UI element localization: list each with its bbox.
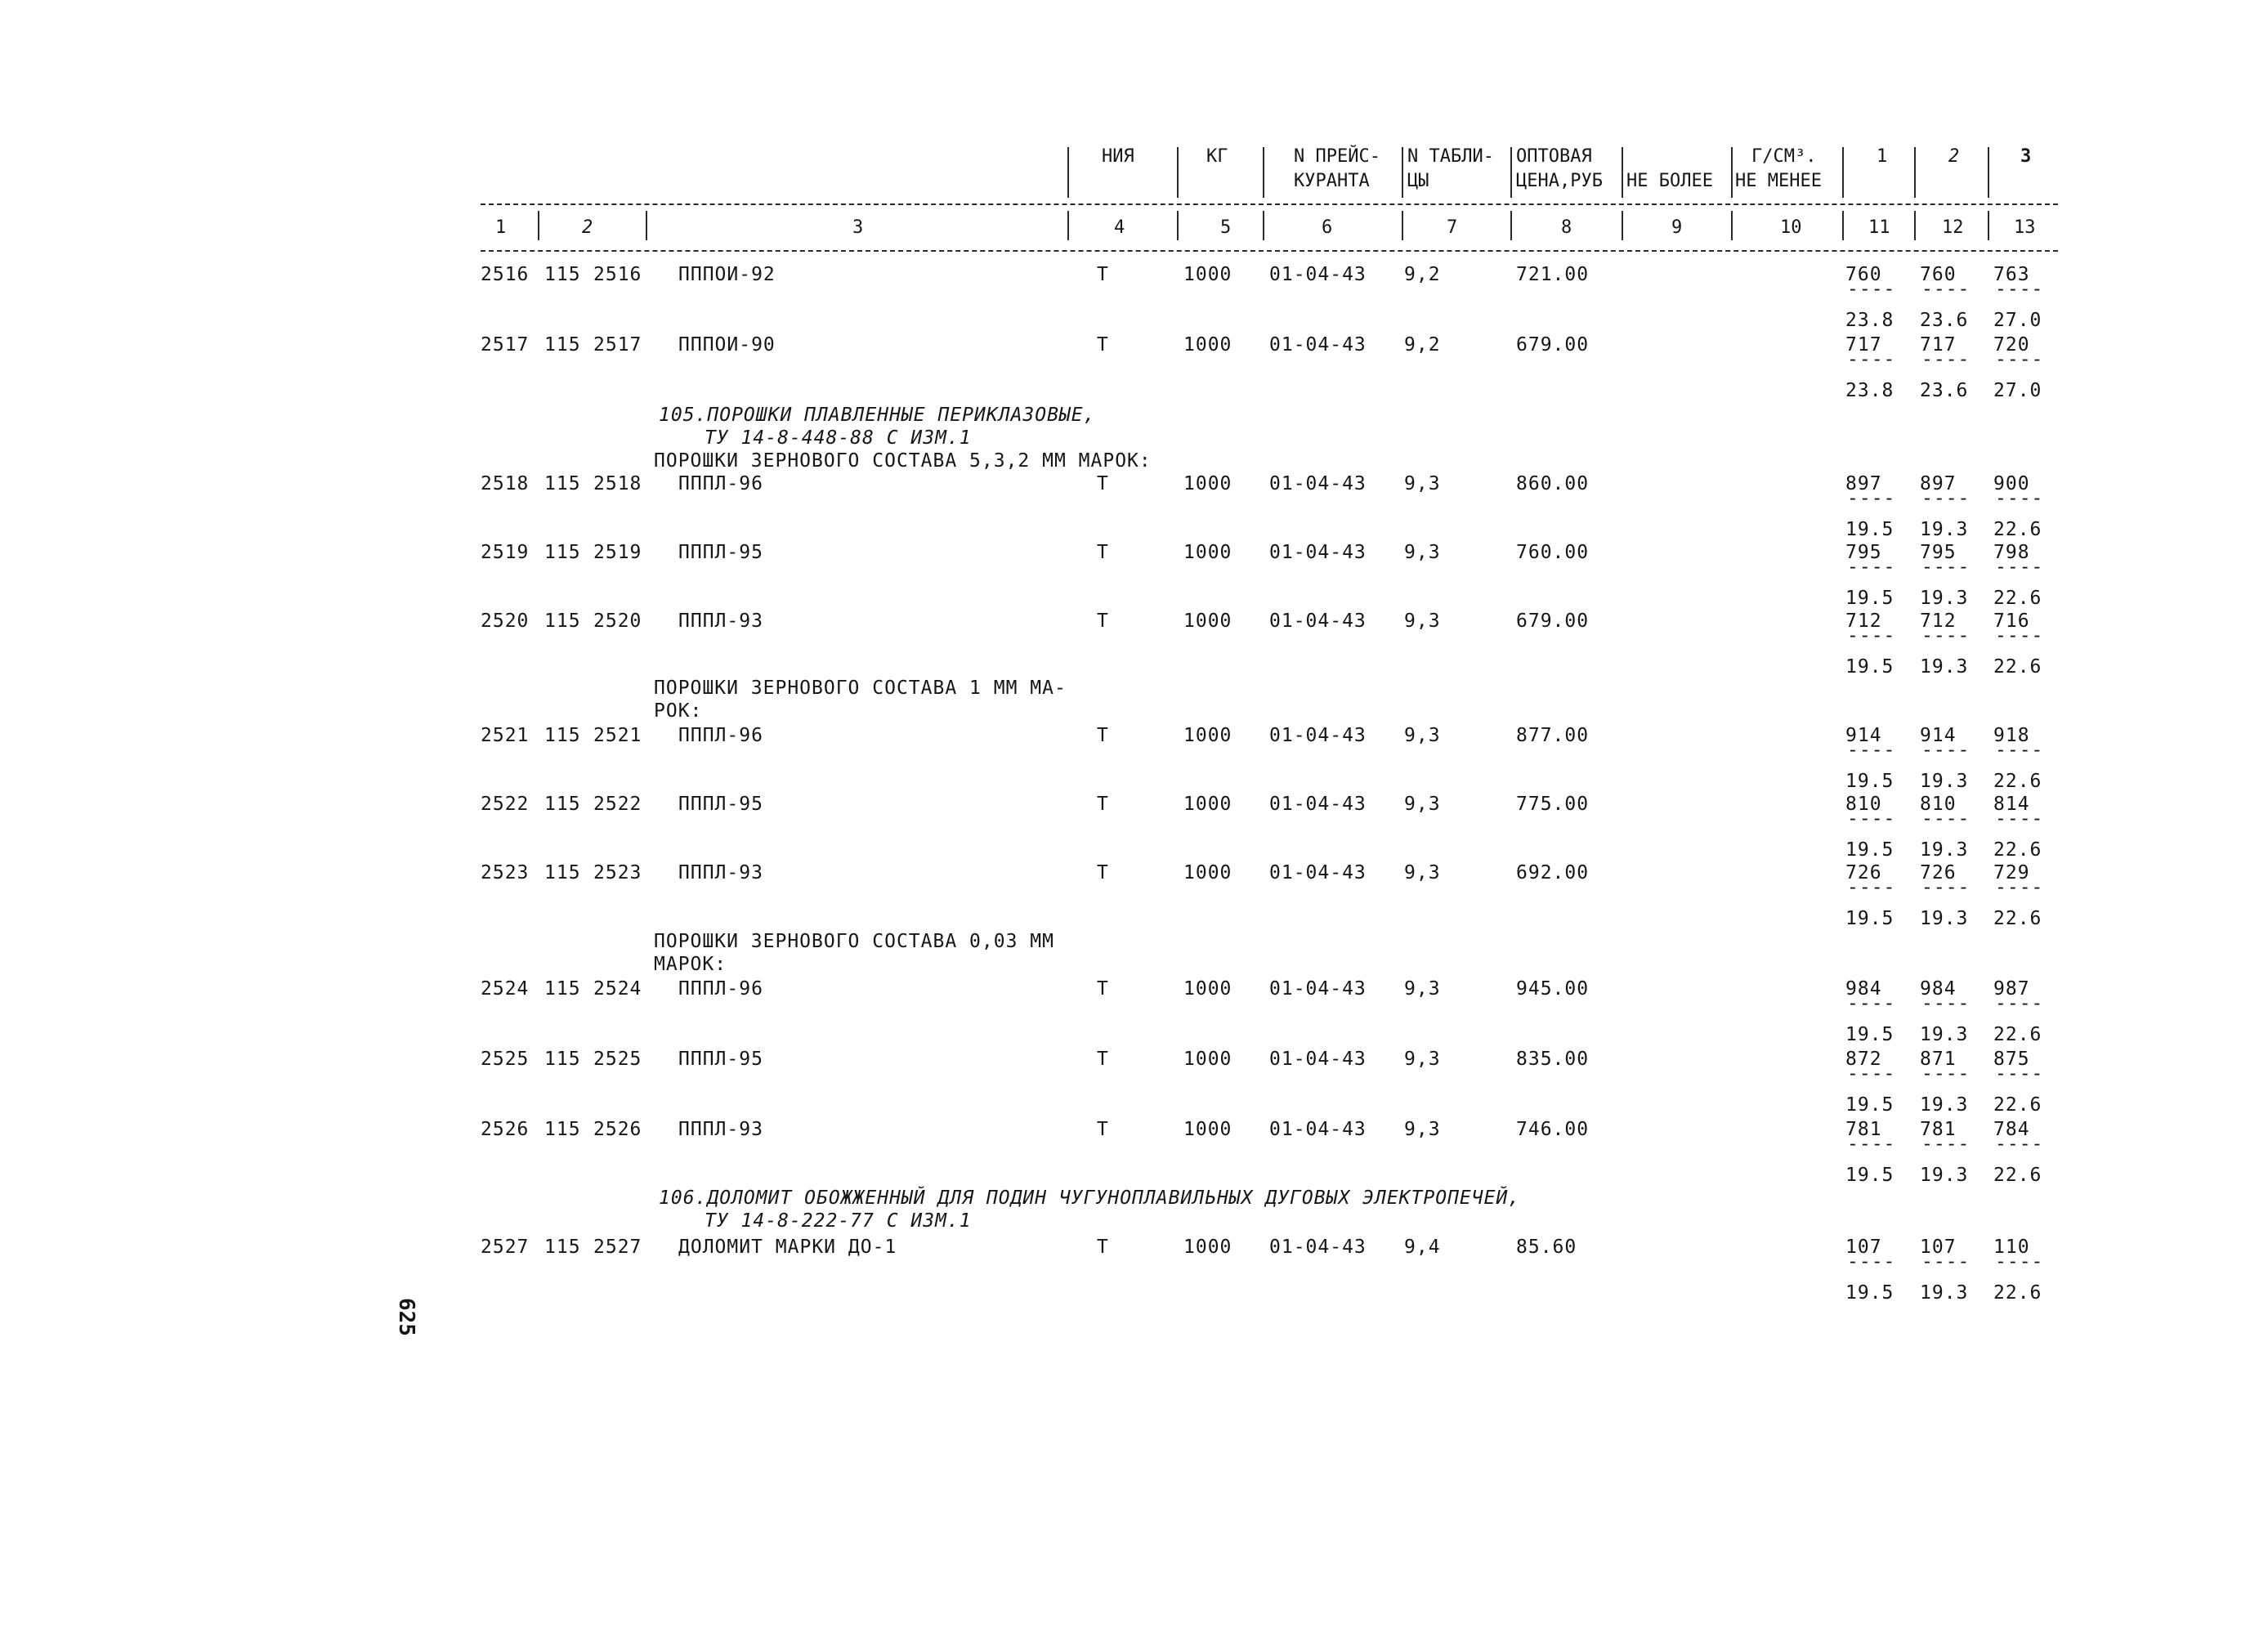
row-code1: 2518: [481, 473, 530, 494]
row-value-11: 795: [1845, 542, 1882, 563]
colnum-2: 2: [582, 217, 593, 238]
row-price-list: 01-04-43: [1269, 611, 1367, 632]
row-code2: 115: [544, 862, 581, 883]
row-code2: 115: [544, 542, 581, 563]
colnum-10: 10: [1780, 217, 1802, 238]
header-col8-r1: ОПТОВАЯ: [1516, 146, 1592, 167]
header-divider: [1914, 147, 1916, 198]
row-density-12: 19.3: [1920, 1165, 1969, 1186]
row-density-11: 19.5: [1845, 1165, 1894, 1186]
fraction-bar: ----: [1995, 877, 2044, 898]
section-106-title: 106.ДОЛОМИТ ОБОЖЖЕННЫЙ ДЛЯ ПОДИН ЧУГУНОПЛАВИЛЬНЫХ ДУГОВЫХ ЭЛЕКТРОПЕЧЕЙ,: [659, 1187, 1521, 1209]
row-value-12: 984: [1920, 978, 1957, 1000]
header-col6-r2: КУРАНТА: [1294, 171, 1370, 191]
row-name: ПППЛ-95: [678, 1049, 763, 1070]
fraction-bar: ----: [1847, 808, 1896, 830]
row-name: ПППОИ-92: [678, 264, 776, 285]
row-value-12: 795: [1920, 542, 1957, 563]
row-value-13: 110: [1993, 1237, 2030, 1258]
row-code2: 115: [544, 334, 581, 356]
row-value-11: 781: [1845, 1119, 1882, 1140]
row-kg: 1000: [1183, 1237, 1232, 1258]
header-divider: [1177, 147, 1179, 198]
row-value-12: 712: [1920, 611, 1957, 632]
header-col10-r1: Г/СМ³.: [1751, 146, 1817, 167]
row-code1: 2523: [481, 862, 530, 883]
row-density-12: 19.3: [1920, 588, 1969, 609]
row-table-ref: 9,2: [1404, 334, 1441, 356]
row-density-13: 22.6: [1993, 839, 2042, 861]
colnum-13: 13: [2014, 217, 2036, 238]
row-value-12: 781: [1920, 1119, 1957, 1140]
row-value-13: 763: [1993, 264, 2030, 285]
row-density-13: 22.6: [1993, 1165, 2042, 1186]
row-price: 775.00: [1516, 794, 1590, 815]
row-kg: 1000: [1183, 542, 1232, 563]
row-name: ПППЛ-96: [678, 978, 763, 1000]
row-density-12: 19.3: [1920, 1282, 1969, 1304]
fraction-bar: ----: [1995, 740, 2044, 761]
fraction-bar: ----: [1995, 625, 2044, 646]
fraction-bar: ----: [1921, 993, 1971, 1014]
subsection-heading: МАРОК:: [654, 954, 727, 975]
row-density-13: 22.6: [1993, 519, 2042, 540]
row-unit: Т: [1097, 1119, 1109, 1140]
header-divider: [1988, 211, 1989, 240]
row-density-12: 23.6: [1920, 310, 1969, 331]
row-table-ref: 9,3: [1404, 978, 1441, 1000]
row-code2: 115: [544, 1237, 581, 1258]
row-table-ref: 9,3: [1404, 1119, 1441, 1140]
row-code1: 2516: [481, 264, 530, 285]
row-name: ПППЛ-95: [678, 794, 763, 815]
subsection-heading: ПОРОШКИ ЗЕРНОВОГО СОСТАВА 5,3,2 ММ МАРОК:: [654, 450, 1152, 472]
fraction-bar: ----: [1995, 488, 2044, 509]
row-price-list: 01-04-43: [1269, 1237, 1367, 1258]
fraction-bar: ----: [1847, 557, 1896, 578]
fraction-bar: ----: [1995, 808, 2044, 830]
row-table-ref: 9,4: [1404, 1237, 1441, 1258]
row-unit: Т: [1097, 334, 1109, 356]
row-density-12: 19.3: [1920, 519, 1969, 540]
row-density-11: 19.5: [1845, 1282, 1894, 1304]
row-value-12: 717: [1920, 334, 1957, 356]
row-code3: 2527: [593, 1237, 642, 1258]
row-unit: Т: [1097, 978, 1109, 1000]
row-code2: 115: [544, 611, 581, 632]
row-table-ref: 9,3: [1404, 862, 1441, 883]
header-col5-r1: КГ: [1206, 146, 1228, 167]
header-col9-r2: НЕ БОЛЕЕ: [1626, 171, 1713, 191]
row-price-list: 01-04-43: [1269, 862, 1367, 883]
row-name: ПППЛ-93: [678, 862, 763, 883]
row-density-11: 19.5: [1845, 771, 1894, 792]
fraction-bar: ----: [1995, 279, 2044, 300]
fraction-bar: ----: [1995, 349, 2044, 370]
header-divider: [646, 211, 647, 240]
header-col6-r1: N ПРЕЙС-: [1294, 146, 1380, 167]
colnum-7: 7: [1447, 217, 1458, 238]
row-name: ПППЛ-93: [678, 1119, 763, 1140]
row-value-11: 897: [1845, 473, 1882, 494]
row-price: 679.00: [1516, 611, 1590, 632]
fraction-bar: ----: [1847, 1063, 1896, 1085]
row-value-12: 726: [1920, 862, 1957, 883]
row-value-12: 107: [1920, 1237, 1957, 1258]
row-code3: 2518: [593, 473, 642, 494]
row-density-12: 19.3: [1920, 1024, 1969, 1045]
row-code3: 2525: [593, 1049, 642, 1070]
row-density-13: 22.6: [1993, 588, 2042, 609]
row-code3: 2520: [593, 611, 642, 632]
row-code1: 2525: [481, 1049, 530, 1070]
fraction-bar: ----: [1921, 625, 1971, 646]
row-value-11: 810: [1845, 794, 1882, 815]
row-price-list: 01-04-43: [1269, 978, 1367, 1000]
row-price-list: 01-04-43: [1269, 1049, 1367, 1070]
header-col10-r2: НЕ МЕНЕЕ: [1735, 171, 1822, 191]
row-value-12: 914: [1920, 725, 1957, 746]
row-value-11: 872: [1845, 1049, 1882, 1070]
row-price-list: 01-04-43: [1269, 542, 1367, 563]
header-divider: [1510, 147, 1512, 198]
row-kg: 1000: [1183, 1049, 1232, 1070]
row-code3: 2522: [593, 794, 642, 815]
subsection-heading: ПОРОШКИ ЗЕРНОВОГО СОСТАВА 0,03 ММ: [654, 931, 1054, 952]
header-divider: [1177, 211, 1179, 240]
fraction-bar: ----: [1921, 1251, 1971, 1272]
row-code2: 115: [544, 1119, 581, 1140]
fraction-bar: ----: [1847, 279, 1896, 300]
header-col8-r2: ЦЕНА,РУБ: [1516, 171, 1603, 191]
row-price-list: 01-04-43: [1269, 264, 1367, 285]
row-value-13: 729: [1993, 862, 2030, 883]
row-name: ПППОИ-90: [678, 334, 776, 356]
row-table-ref: 9,2: [1404, 264, 1441, 285]
header-divider: [1067, 147, 1069, 198]
row-code2: 115: [544, 978, 581, 1000]
row-price: 835.00: [1516, 1049, 1590, 1070]
row-code1: 2522: [481, 794, 530, 815]
header-divider: [1402, 147, 1403, 198]
header-col7-r2: ЦЫ: [1407, 171, 1429, 191]
row-kg: 1000: [1183, 611, 1232, 632]
row-density-11: 23.8: [1845, 380, 1894, 401]
fraction-bar: ----: [1921, 877, 1971, 898]
row-density-12: 19.3: [1920, 656, 1969, 678]
row-code3: 2521: [593, 725, 642, 746]
header-divider: [1914, 211, 1916, 240]
fraction-bar: ----: [1921, 740, 1971, 761]
row-unit: Т: [1097, 794, 1109, 815]
colnum-3: 3: [852, 217, 864, 238]
row-name: ПППЛ-96: [678, 725, 763, 746]
row-value-11: 107: [1845, 1237, 1882, 1258]
row-unit: Т: [1097, 473, 1109, 494]
row-value-11: 717: [1845, 334, 1882, 356]
row-unit: Т: [1097, 1237, 1109, 1258]
fraction-bar: ----: [1847, 993, 1896, 1014]
row-price: 85.60: [1516, 1237, 1577, 1258]
row-kg: 1000: [1183, 1119, 1232, 1140]
row-kg: 1000: [1183, 264, 1232, 285]
row-value-13: 814: [1993, 794, 2030, 815]
row-value-11: 726: [1845, 862, 1882, 883]
row-density-13: 22.6: [1993, 656, 2042, 678]
row-price: 877.00: [1516, 725, 1590, 746]
row-code1: 2524: [481, 978, 530, 1000]
row-code1: 2521: [481, 725, 530, 746]
row-density-11: 19.5: [1845, 588, 1894, 609]
row-value-13: 720: [1993, 334, 2030, 356]
row-table-ref: 9,3: [1404, 473, 1441, 494]
row-kg: 1000: [1183, 334, 1232, 356]
row-price: 679.00: [1516, 334, 1590, 356]
fraction-bar: ----: [1921, 279, 1971, 300]
row-table-ref: 9,3: [1404, 1049, 1441, 1070]
row-price: 746.00: [1516, 1119, 1590, 1140]
row-code2: 115: [544, 725, 581, 746]
header-col12-r1: 2: [1948, 146, 1960, 167]
row-unit: Т: [1097, 611, 1109, 632]
row-value-13: 716: [1993, 611, 2030, 632]
fraction-bar: ----: [1995, 1251, 2044, 1272]
row-unit: Т: [1097, 725, 1109, 746]
row-code1: 2520: [481, 611, 530, 632]
row-kg: 1000: [1183, 862, 1232, 883]
row-code3: 2524: [593, 978, 642, 1000]
row-density-12: 19.3: [1920, 839, 1969, 861]
section-105-tu: ТУ 14-8-448-88 С ИЗМ.1: [705, 427, 972, 449]
row-value-13: 798: [1993, 542, 2030, 563]
row-price-list: 01-04-43: [1269, 1119, 1367, 1140]
row-density-11: 19.5: [1845, 839, 1894, 861]
header-divider: [1731, 211, 1733, 240]
page-number: 625: [394, 1298, 418, 1336]
header-col4-r1: НИЯ: [1102, 146, 1134, 167]
row-value-13: 918: [1993, 725, 2030, 746]
row-value-13: 900: [1993, 473, 2030, 494]
row-table-ref: 9,3: [1404, 794, 1441, 815]
row-code2: 115: [544, 1049, 581, 1070]
row-name: ДОЛОМИТ МАРКИ ДО-1: [678, 1237, 897, 1258]
row-code3: 2523: [593, 862, 642, 883]
row-code3: 2519: [593, 542, 642, 563]
row-table-ref: 9,3: [1404, 725, 1441, 746]
row-price: 692.00: [1516, 862, 1590, 883]
header-col7-r1: N ТАБЛИ-: [1407, 146, 1494, 167]
fraction-bar: ----: [1847, 877, 1896, 898]
row-density-11: 23.8: [1845, 310, 1894, 331]
row-code2: 115: [544, 473, 581, 494]
row-density-11: 19.5: [1845, 656, 1894, 678]
row-density-12: 19.3: [1920, 1094, 1969, 1116]
row-code3: 2516: [593, 264, 642, 285]
row-value-13: 875: [1993, 1049, 2030, 1070]
header-divider: [1510, 211, 1512, 240]
row-unit: Т: [1097, 542, 1109, 563]
row-value-11: 914: [1845, 725, 1882, 746]
header-col13-r1: 3: [2020, 146, 2032, 167]
row-density-11: 19.5: [1845, 908, 1894, 929]
row-code1: 2517: [481, 334, 530, 356]
row-value-11: 712: [1845, 611, 1882, 632]
header-divider: [1402, 211, 1403, 240]
fraction-bar: ----: [1847, 1134, 1896, 1155]
row-value-13: 987: [1993, 978, 2030, 1000]
colnum-4: 4: [1114, 217, 1125, 238]
row-density-13: 22.6: [1993, 908, 2042, 929]
header-divider: [1842, 211, 1844, 240]
row-name: ПППЛ-93: [678, 611, 763, 632]
fraction-bar: ----: [1847, 488, 1896, 509]
row-density-12: 23.6: [1920, 380, 1969, 401]
fraction-bar: ----: [1995, 557, 2044, 578]
row-price-list: 01-04-43: [1269, 725, 1367, 746]
row-value-11: 760: [1845, 264, 1882, 285]
row-kg: 1000: [1183, 794, 1232, 815]
colnum-9: 9: [1671, 217, 1683, 238]
row-price: 721.00: [1516, 264, 1590, 285]
row-unit: Т: [1097, 862, 1109, 883]
row-value-11: 984: [1845, 978, 1882, 1000]
fraction-bar: ----: [1921, 557, 1971, 578]
row-value-13: 784: [1993, 1119, 2030, 1140]
row-density-12: 19.3: [1920, 771, 1969, 792]
header-divider: [1988, 147, 1989, 198]
row-density-13: 27.0: [1993, 380, 2042, 401]
header-rule: [481, 204, 2058, 205]
row-value-12: 897: [1920, 473, 1957, 494]
row-density-11: 19.5: [1845, 1024, 1894, 1045]
section-105-title: 105.ПОРОШКИ ПЛАВЛЕННЫЕ ПЕРИКЛАЗОВЫЕ,: [659, 405, 1096, 426]
row-price-list: 01-04-43: [1269, 473, 1367, 494]
row-kg: 1000: [1183, 725, 1232, 746]
row-code1: 2526: [481, 1119, 530, 1140]
fraction-bar: ----: [1995, 1134, 2044, 1155]
row-name: ПППЛ-95: [678, 542, 763, 563]
row-code3: 2517: [593, 334, 642, 356]
colnum-12: 12: [1942, 217, 1964, 238]
header-divider: [1067, 211, 1069, 240]
fraction-bar: ----: [1921, 1063, 1971, 1085]
row-code1: 2527: [481, 1237, 530, 1258]
colnum-11: 11: [1868, 217, 1890, 238]
fraction-bar: ----: [1847, 1251, 1896, 1272]
row-unit: Т: [1097, 1049, 1109, 1070]
fraction-bar: ----: [1995, 993, 2044, 1014]
subsection-heading: ПОРОШКИ ЗЕРНОВОГО СОСТАВА 1 ММ МА-: [654, 678, 1067, 699]
fraction-bar: ----: [1847, 625, 1896, 646]
header-divider: [1263, 147, 1264, 198]
header-divider: [1622, 147, 1623, 198]
row-value-12: 760: [1920, 264, 1957, 285]
row-density-13: 22.6: [1993, 1024, 2042, 1045]
row-kg: 1000: [1183, 978, 1232, 1000]
colnum-1: 1: [495, 217, 507, 238]
row-density-13: 27.0: [1993, 310, 2042, 331]
row-kg: 1000: [1183, 473, 1232, 494]
header-divider: [1731, 147, 1733, 198]
row-price: 945.00: [1516, 978, 1590, 1000]
row-code3: 2526: [593, 1119, 642, 1140]
row-price-list: 01-04-43: [1269, 334, 1367, 356]
fraction-bar: ----: [1847, 740, 1896, 761]
row-density-13: 22.6: [1993, 1094, 2042, 1116]
fraction-bar: ----: [1847, 349, 1896, 370]
header-divider: [1622, 211, 1623, 240]
row-density-11: 19.5: [1845, 1094, 1894, 1116]
fraction-bar: ----: [1921, 1134, 1971, 1155]
header-col11-r1: 1: [1877, 146, 1888, 167]
row-table-ref: 9,3: [1404, 611, 1441, 632]
row-price: 760.00: [1516, 542, 1590, 563]
row-value-12: 871: [1920, 1049, 1957, 1070]
row-density-13: 22.6: [1993, 1282, 2042, 1304]
row-code1: 2519: [481, 542, 530, 563]
header-rule: [481, 250, 2058, 252]
row-table-ref: 9,3: [1404, 542, 1441, 563]
row-density-12: 19.3: [1920, 908, 1969, 929]
fraction-bar: ----: [1921, 349, 1971, 370]
row-value-12: 810: [1920, 794, 1957, 815]
row-code2: 115: [544, 264, 581, 285]
fraction-bar: ----: [1921, 488, 1971, 509]
colnum-6: 6: [1322, 217, 1333, 238]
header-divider: [1263, 211, 1264, 240]
subsection-heading: РОК:: [654, 700, 703, 722]
row-unit: Т: [1097, 264, 1109, 285]
fraction-bar: ----: [1995, 1063, 2044, 1085]
row-price-list: 01-04-43: [1269, 794, 1367, 815]
header-divider: [1842, 147, 1844, 198]
row-price: 860.00: [1516, 473, 1590, 494]
row-code2: 115: [544, 794, 581, 815]
row-name: ПППЛ-96: [678, 473, 763, 494]
header-divider: [538, 211, 539, 240]
fraction-bar: ----: [1921, 808, 1971, 830]
colnum-8: 8: [1561, 217, 1572, 238]
row-density-13: 22.6: [1993, 771, 2042, 792]
section-106-tu: ТУ 14-8-222-77 С ИЗМ.1: [705, 1210, 972, 1232]
row-density-11: 19.5: [1845, 519, 1894, 540]
colnum-5: 5: [1220, 217, 1232, 238]
